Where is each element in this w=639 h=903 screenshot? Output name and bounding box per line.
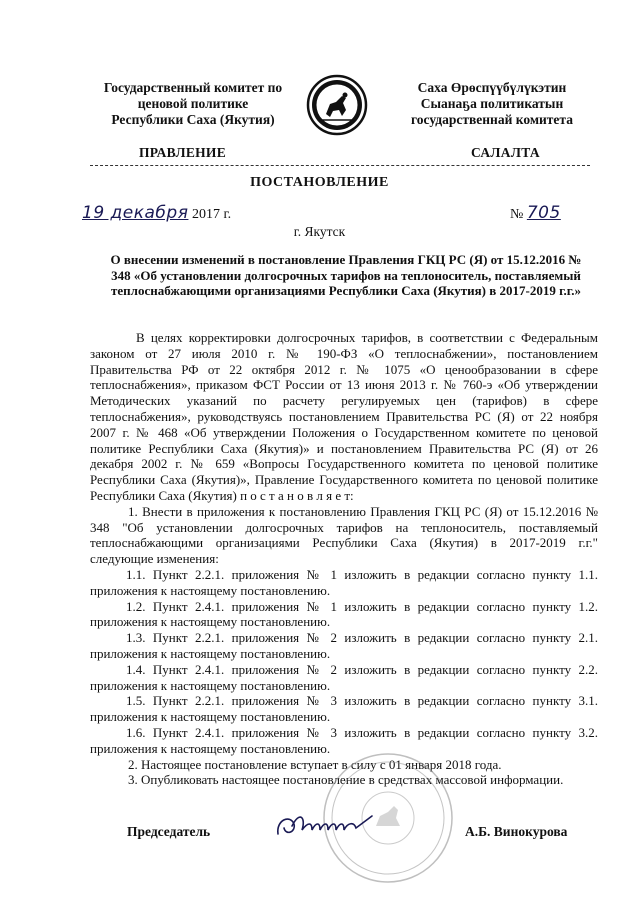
header-left-line-1: Государственный комитет по — [103, 80, 283, 95]
handwritten-date: 19 декабря — [82, 203, 189, 223]
header-left-line-2: ценовой политике — [137, 96, 249, 111]
subitem-1-3: 1.3. Пункт 2.2.1. приложения № 2 изложить в редакции согласно пункту 2.1. приложения к настоящему постановлению. — [90, 630, 598, 661]
board-label-ru: ПРАВЛЕНИЕ — [139, 145, 227, 160]
subitem-1-6: 1.6. Пункт 2.4.1. приложения № 3 изложить в редакции согласно пункту 3.2. приложения к настоящему постановлению. — [90, 724, 598, 756]
coat-of-arms-emblem-icon — [306, 74, 368, 136]
item-1-paragraph: 1. Внести в приложения к постановлению Правления ГКЦ РС (Я) от 15.12.2016 № 348 "Об установлении долгосрочных тарифов на теплоноситель, поставляемый теплоснабжающими организациями Республики Саха (Якутия) в 2017-2019 г.г." следующие изменения: — [90, 503, 598, 567]
subitem-1-1: 1.1. Пункт 2.2.1. приложения № 1 изложить в редакции согласно пункту 1.1. приложения к настоящему постановлению. — [90, 566, 598, 598]
header-divider — [90, 165, 590, 166]
subitem-1-5: 1.5. Пункт 2.2.1. приложения № 3 изложить в редакции согласно пункту 3.1. приложения к настоящему постановлению. — [90, 693, 598, 725]
preamble-paragraph: В целях корректировки долгосрочных тарифов, в соответствии с Федеральным законом от 27 июля 2010 г. № 190-ФЗ «О теплоснабжении», постановлением Правительства РФ от 22 октября 2012 г. № 1075 «О ценообразовании в сфере теплоснабжения», приказом ФСТ России от 13 июня 2013 г. № 760-э «Об утверждении Методических указаний по расчету регулируемых цен (тарифов) в сфере теплоснабжения», руководствуясь постановлением Правительства РС (Я) от 22 ноября 2007 г. № 468 «Об утверждении Положения о Государственном комитете по ценовой политике Республики Саха (Якутия)» и постановлением Правительства РС (Я) от 26 декабря 2002 г. № 659 «Вопросы Государственного комитета по ценовой политике Республики Саха (Якутия)», Правление Государственного комитета по ценовой политике Республики Саха (Якутия) п о с т а н о в л я е т: — [90, 330, 598, 503]
header-right-line-3: государственнай комитета — [411, 112, 573, 127]
document-type: ПОСТАНОВЛЕНИЕ — [250, 175, 389, 190]
header-right-sakha — [392, 80, 592, 128]
signatory-name: А.Б. Винокурова — [465, 824, 568, 839]
number-prefix: № — [510, 207, 524, 222]
item-3-paragraph: 3. Опубликовать настоящее постановление в средствах массовой информации. — [128, 772, 564, 788]
handwritten-number: 705 — [526, 203, 561, 223]
document-body — [90, 330, 598, 788]
header-right-line-1: Саха Өрөспүүбүлүкэтин — [417, 80, 567, 95]
document-number — [510, 203, 561, 223]
date-year: 2017 г. — [191, 207, 232, 222]
handwritten-signature-icon — [272, 800, 382, 848]
item-2-paragraph: 2. Настоящее постановление вступает в силу с 01 января 2018 года. — [128, 756, 502, 772]
header-right-line-2: Сыанаҕа политикатын — [420, 96, 564, 111]
header-left-ru — [78, 80, 308, 128]
header-left-line-3: Республики Саха (Якутия) — [111, 112, 275, 127]
document-title: О внесении изменений в постановление Правления ГКЦ РС (Я) от 15.12.2016 № 348 «Об установлении долгосрочных тарифов на теплоноситель, поставляемый теплоснабжающими организациями Республики Саха (Якутия) в 2017-2019 г.г.» — [110, 252, 582, 299]
signatory-role: Председатель — [127, 824, 211, 839]
subitem-1-2: 1.2. Пункт 2.4.1. приложения № 1 изложить в редакции согласно пункту 1.2. приложения к настоящему постановлению. — [90, 598, 598, 630]
document-date — [82, 203, 231, 223]
subitem-1-4: 1.4. Пункт 2.4.1. приложения № 2 изложить в редакции согласно пункту 2.2. приложения к настоящему постановлению. — [90, 661, 598, 693]
board-label-sakha: САЛАЛТА — [471, 145, 540, 160]
document-city: г. Якутск — [293, 224, 346, 239]
